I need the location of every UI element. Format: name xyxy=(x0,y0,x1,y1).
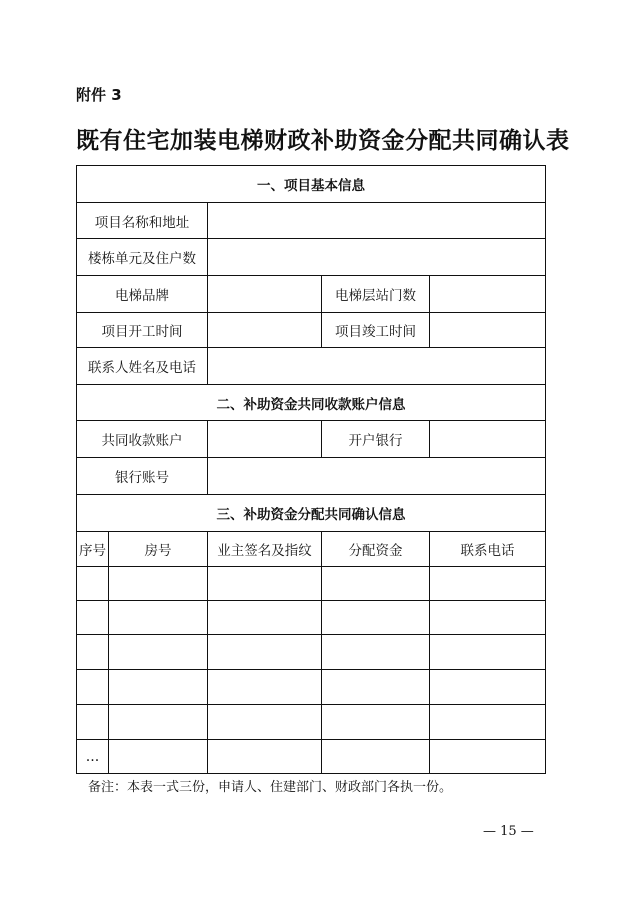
cell-serial[interactable] xyxy=(77,670,109,705)
attachment-label: 附件 3 xyxy=(76,86,122,104)
cell-signature[interactable] xyxy=(208,740,322,774)
section-header-row xyxy=(77,166,546,203)
column-header-row xyxy=(77,532,546,567)
cell-funds[interactable] xyxy=(322,670,430,705)
project-name-label: 项目名称和地址 xyxy=(77,203,208,239)
table-row xyxy=(77,705,546,740)
cell-serial[interactable] xyxy=(77,567,109,601)
cell-room[interactable] xyxy=(109,670,208,705)
section-header-row xyxy=(77,385,546,421)
completion-time-label: 项目竣工时间 xyxy=(322,313,430,348)
contact-field[interactable] xyxy=(208,348,546,385)
cell-phone[interactable] xyxy=(430,601,546,635)
cell-funds[interactable] xyxy=(322,635,430,670)
bank-account-row xyxy=(77,458,546,495)
column-header-room: 房号 xyxy=(109,532,208,567)
time-row xyxy=(77,313,546,348)
column-header-phone: 联系电话 xyxy=(430,532,546,567)
cell-room[interactable] xyxy=(109,635,208,670)
account-label: 共同收款账户 xyxy=(77,421,208,458)
account-row xyxy=(77,421,546,458)
table-row xyxy=(77,567,546,601)
building-row xyxy=(77,239,546,276)
project-name-row xyxy=(77,203,546,239)
footnote: 备注：本表一式三份，申请人、住建部门、财政部门各执一份。 xyxy=(88,780,453,795)
cell-room[interactable] xyxy=(109,567,208,601)
account-field[interactable] xyxy=(208,421,322,458)
cell-phone[interactable] xyxy=(430,670,546,705)
cell-phone[interactable] xyxy=(430,740,546,774)
section-header-row xyxy=(77,495,546,532)
cell-phone[interactable] xyxy=(430,635,546,670)
bank-account-label: 银行账号 xyxy=(77,458,208,495)
cell-serial[interactable] xyxy=(77,635,109,670)
table-row xyxy=(77,601,546,635)
bank-field[interactable] xyxy=(430,421,546,458)
cell-serial-ellipsis: … xyxy=(77,740,109,774)
cell-room[interactable] xyxy=(109,601,208,635)
table-row xyxy=(77,670,546,705)
table-row xyxy=(77,635,546,670)
cell-phone[interactable] xyxy=(430,705,546,740)
cell-signature[interactable] xyxy=(208,705,322,740)
building-label: 楼栋单元及住户数 xyxy=(77,239,208,276)
bank-account-field[interactable] xyxy=(208,458,546,495)
elevator-brand-field[interactable] xyxy=(208,276,322,313)
elevator-brand-label: 电梯品牌 xyxy=(77,276,208,313)
confirmation-form-table xyxy=(76,165,546,774)
cell-phone[interactable] xyxy=(430,567,546,601)
contact-row xyxy=(77,348,546,385)
elevator-row xyxy=(77,276,546,313)
bank-label: 开户银行 xyxy=(322,421,430,458)
cell-serial[interactable] xyxy=(77,705,109,740)
cell-funds[interactable] xyxy=(322,601,430,635)
cell-funds[interactable] xyxy=(322,567,430,601)
building-field[interactable] xyxy=(208,239,546,276)
page-title: 既有住宅加装电梯财政补助资金分配共同确认表 xyxy=(76,128,570,154)
cell-room[interactable] xyxy=(109,705,208,740)
section3-heading: 三、补助资金分配共同确认信息 xyxy=(77,495,546,532)
elevator-stops-label: 电梯层站门数 xyxy=(322,276,430,313)
section1-heading: 一、项目基本信息 xyxy=(77,166,546,203)
cell-serial[interactable] xyxy=(77,601,109,635)
completion-time-field[interactable] xyxy=(430,313,546,348)
cell-signature[interactable] xyxy=(208,567,322,601)
project-name-field[interactable] xyxy=(208,203,546,239)
table-row xyxy=(77,740,546,774)
contact-label: 联系人姓名及电话 xyxy=(77,348,208,385)
elevator-stops-field[interactable] xyxy=(430,276,546,313)
cell-signature[interactable] xyxy=(208,601,322,635)
section2-heading: 二、补助资金共同收款账户信息 xyxy=(77,385,546,421)
cell-signature[interactable] xyxy=(208,635,322,670)
start-time-field[interactable] xyxy=(208,313,322,348)
cell-funds[interactable] xyxy=(322,705,430,740)
column-header-signature: 业主签名及指纹 xyxy=(208,532,322,567)
column-header-serial: 序号 xyxy=(77,532,109,567)
cell-funds[interactable] xyxy=(322,740,430,774)
start-time-label: 项目开工时间 xyxy=(77,313,208,348)
cell-room[interactable] xyxy=(109,740,208,774)
cell-signature[interactable] xyxy=(208,670,322,705)
column-header-funds: 分配资金 xyxy=(322,532,430,567)
page-number: — 15 — xyxy=(483,824,534,839)
